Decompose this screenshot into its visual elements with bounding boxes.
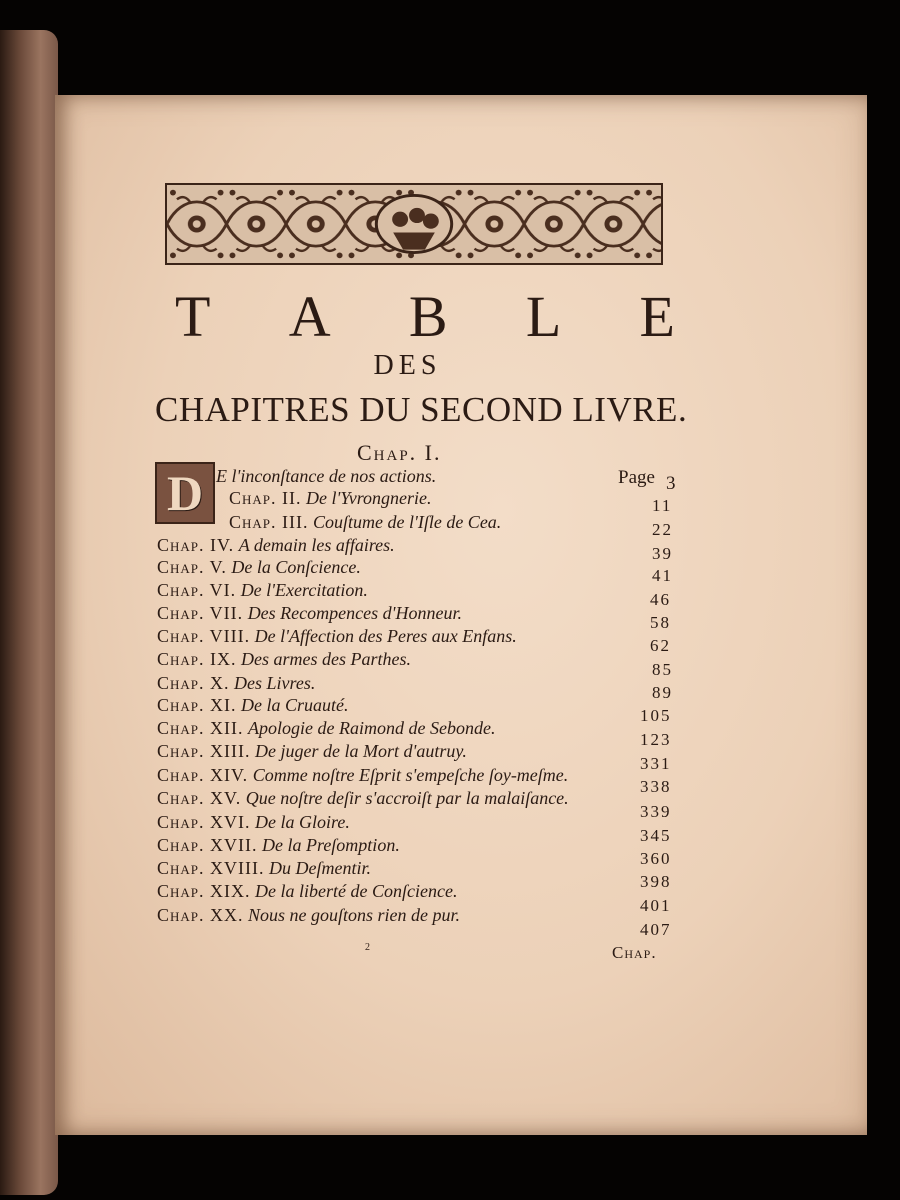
toc-page-number: 11 xyxy=(652,496,673,515)
toc-page-number: 85 xyxy=(652,660,673,679)
toc-entry-label: Chap. IV. xyxy=(157,535,235,555)
toc-entry-title: E l'inconſtance de nos actions. xyxy=(216,466,437,486)
toc-entry xyxy=(157,858,371,879)
toc-entry-label: Chap. IX. xyxy=(157,649,237,669)
toc-entry xyxy=(157,649,411,670)
toc-entry-title: Des Recompences d'Honneur. xyxy=(247,603,462,623)
toc-page-number: 360 xyxy=(640,849,672,868)
toc-entry xyxy=(157,718,495,739)
toc-page-number: 105 xyxy=(640,706,672,725)
initial-letter: D xyxy=(166,465,204,521)
toc-page-number: 39 xyxy=(652,544,673,563)
toc-entry-title: De l'Affection des Peres aux Enfans. xyxy=(254,626,517,646)
toc-page-number: 46 xyxy=(650,590,671,609)
toc-entry-label: Chap. VII. xyxy=(157,603,244,623)
toc-entry-label: Chap. V. xyxy=(157,557,227,577)
toc-entry-label: Chap. XI. xyxy=(157,695,237,715)
toc-entry-title: De la Gloire. xyxy=(255,812,350,832)
toc-entry-title: De la Cruauté. xyxy=(241,695,349,715)
toc-page-number: 22 xyxy=(652,520,673,539)
title-letter: E xyxy=(639,284,675,349)
toc-entry-label: Chap. XVI. xyxy=(157,812,251,832)
toc-page-number: 401 xyxy=(640,896,672,915)
toc-entry-title: De la Conſcience. xyxy=(231,557,361,577)
toc-entry-title: De la liberté de Conſcience. xyxy=(255,881,458,901)
toc-entry-label: Chap. XV. xyxy=(157,788,242,808)
toc-page-number: 3 xyxy=(666,473,676,494)
toc-entry-label: Chap. II. xyxy=(229,488,302,508)
toc-entry-title: De l'Yvrongnerie. xyxy=(306,488,432,508)
toc-entry xyxy=(157,695,349,716)
title-letter: T xyxy=(175,284,211,349)
toc-entry-title: De la Preſomption. xyxy=(262,835,400,855)
toc-entry-label: Chap. XIII. xyxy=(157,741,251,761)
toc-page-number: 123 xyxy=(640,730,672,749)
toc-page-number: 338 xyxy=(640,777,672,796)
toc-entry-label: Chap. VI. xyxy=(157,580,237,600)
title-letter: B xyxy=(408,284,448,349)
decorated-initial xyxy=(155,462,215,524)
toc-entry-title: Comme noſtre Eſprit s'empeſche ſoy-meſme. xyxy=(252,765,569,785)
toc-entry xyxy=(157,673,315,694)
toc-entry xyxy=(157,812,350,833)
toc-entry-title: De l'Exercitation. xyxy=(240,580,368,600)
toc-entry xyxy=(229,488,432,509)
toc-page-number: 398 xyxy=(640,872,672,891)
toc-page-number: 58 xyxy=(650,613,671,632)
toc-entry-title: Des Livres. xyxy=(234,673,316,693)
toc-entry xyxy=(157,741,467,762)
floral-ornament-image xyxy=(167,185,661,263)
toc-entry-title: Couſtume de l'Iſle de Cea. xyxy=(313,512,502,532)
toc-entry xyxy=(157,881,457,902)
title-chapters: CHAPITRES DU SECOND LIVRE. xyxy=(155,390,688,429)
toc-entry-title: Que noſtre deſir s'accroiſt par la malaiſance. xyxy=(245,788,569,808)
title-letter: A xyxy=(288,284,331,349)
toc-entry-label: Chap. III. xyxy=(229,512,309,532)
toc-entry-title: Des armes des Parthes. xyxy=(241,649,411,669)
toc-entry xyxy=(157,603,462,624)
toc-entry-label: Chap. XIV. xyxy=(157,765,249,785)
toc-entry xyxy=(157,905,460,926)
toc-page-number: 345 xyxy=(640,826,672,845)
toc-entry xyxy=(157,788,569,809)
signature-mark: 2 xyxy=(365,942,370,953)
toc-entry xyxy=(157,557,361,578)
title-des: DES xyxy=(373,350,442,381)
toc-page-number: 331 xyxy=(640,754,672,773)
toc-entry xyxy=(157,835,400,856)
toc-entry-label: Chap. XIX. xyxy=(157,881,251,901)
toc-entry-title: De juger de la Mort d'autruy. xyxy=(255,741,467,761)
adjacent-page-edge xyxy=(0,30,58,1195)
toc-entry xyxy=(157,535,395,556)
toc-entry xyxy=(157,580,368,601)
title-letter: L xyxy=(525,284,562,349)
toc-page-number: 407 xyxy=(640,920,672,939)
toc-entry xyxy=(157,765,568,786)
toc-entry-label: Chap. XII. xyxy=(157,718,244,738)
toc-entry-title: Nous ne gouſtons rien de pur. xyxy=(248,905,461,925)
toc-entry xyxy=(157,626,517,647)
ornamental-headpiece xyxy=(165,183,663,265)
toc-entry-label: Chap. VIII. xyxy=(157,626,251,646)
toc-entry-label: Chap. X. xyxy=(157,673,230,693)
toc-entry-label: Chap. XVII. xyxy=(157,835,258,855)
toc-entry-label: Chap. XX. xyxy=(157,905,244,925)
toc-page-number: 339 xyxy=(640,802,672,821)
toc-entry xyxy=(229,512,501,533)
toc-page-number: 62 xyxy=(650,636,671,655)
toc-entry-title: Du Deſmentir. xyxy=(269,858,371,878)
chapter-one-heading: Chap. I. xyxy=(357,440,442,465)
toc-entry xyxy=(216,466,436,487)
toc-entry-title: Apologie de Raimond de Sebonde. xyxy=(248,718,496,738)
toc-entry-title: A demain les affaires. xyxy=(238,535,395,555)
page-title-table xyxy=(175,283,675,350)
toc-page-number: 41 xyxy=(652,566,673,585)
catchword: Chap. xyxy=(612,943,657,962)
toc-page-number: 89 xyxy=(652,683,673,702)
toc-page-label: Page xyxy=(618,467,655,488)
toc-entry-label: Chap. XVIII. xyxy=(157,858,265,878)
